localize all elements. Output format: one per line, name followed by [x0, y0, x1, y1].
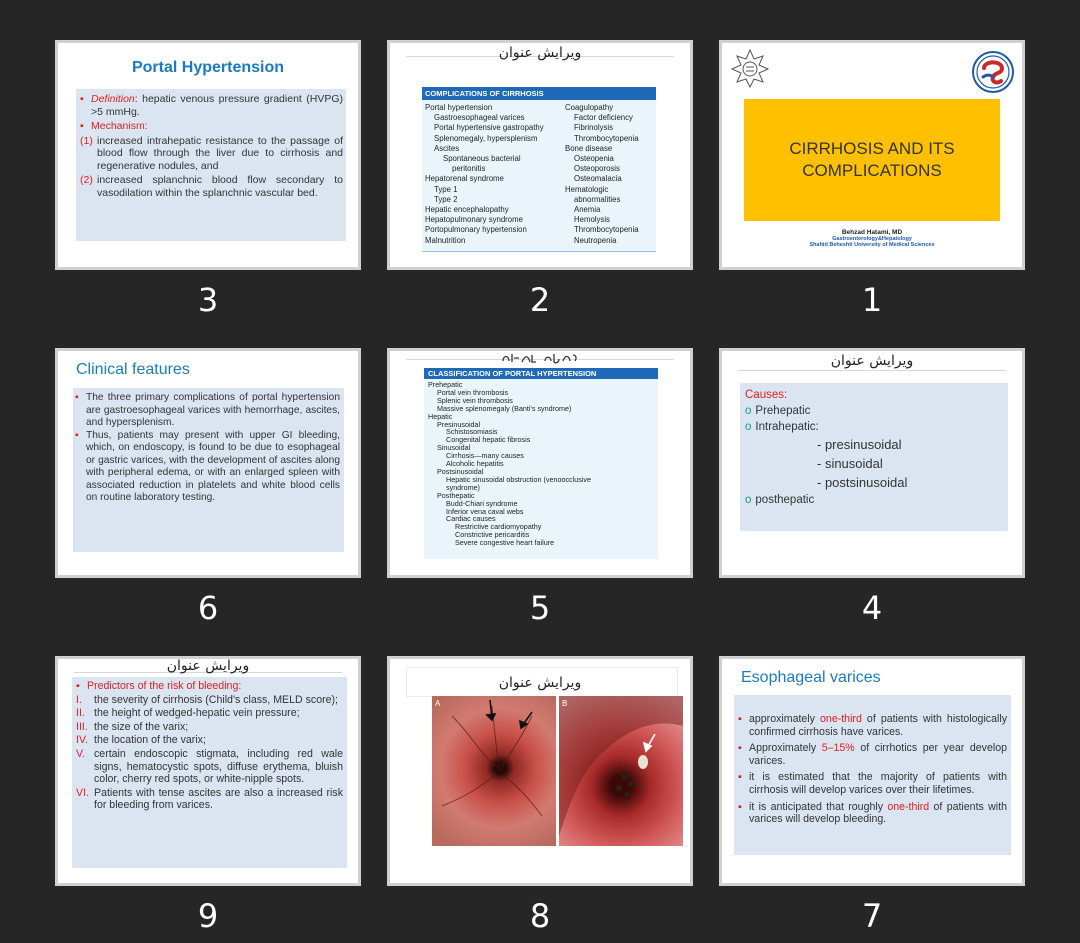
list-item: Gastroesophageal varices — [434, 113, 525, 123]
list-item: Thrombocytopenia — [574, 225, 639, 235]
list-item: Factor deficiency — [574, 113, 633, 123]
list-item: Hepatopulmonary syndrome — [425, 215, 523, 225]
slide-number-label: 3 — [197, 281, 219, 319]
bullet-icon: ▪ — [80, 93, 84, 105]
bullet-icon: ▪ — [80, 120, 84, 132]
list-item: Hematologic — [565, 184, 609, 194]
bullet-icon: ▪ — [738, 771, 742, 784]
mechanism-label: Mechanism: — [91, 120, 148, 132]
predictors-heading: Predictors of the risk of bleeding: — [87, 680, 242, 692]
predictor-text: Patients with tense ascites are also a increased risk for bleeding from varices. — [94, 786, 343, 812]
slide-thumbnail-2[interactable] — [387, 40, 693, 270]
roman-numeral: IV. — [76, 734, 88, 747]
content-panel — [73, 388, 344, 552]
list-item: syndrome) — [446, 482, 480, 492]
definition-label: Definition — [91, 93, 135, 105]
image-label-a: A — [435, 699, 441, 708]
list-item: Posthepatic — [437, 490, 475, 500]
list-item — [76, 748, 343, 786]
title-banner — [744, 99, 1000, 221]
list-item: Coagulopathy — [565, 103, 614, 112]
list-item: increased intrahepatic resistance to the passage of blood flow through the liver due to cirrhosis and regenerative nodules, and — [97, 134, 343, 172]
bullet-text: it is estimated that the majority of patients with cirrhosis will develop varices over their lifetimes. — [749, 771, 1007, 796]
definition-text: : hepatic venous pressure gradient (HVPG) >5 mmHg. — [91, 93, 343, 118]
roman-numeral: VI. — [76, 786, 89, 799]
bullet-text: Thus, patients may present with upper GI bleeding, which, on endoscopy, is found to be due to esophageal or gastric varices, with the development of ascites along with peripheral edema, or with an enlarged spleen with associated reduction in platelets and white blood cells on routine laboratory testing. — [86, 429, 340, 503]
list-item — [76, 707, 343, 720]
bullet-icon: ▪ — [738, 800, 742, 813]
list-item: Neutropenia — [574, 235, 617, 245]
slide-number-label: 2 — [529, 281, 551, 319]
slide-title: ویرایش عنوان — [830, 353, 914, 369]
cause-item: Intrahepatic: — [755, 421, 819, 433]
list-item: Bone disease — [565, 143, 613, 153]
list-item: Massive splenomegaly (Banti's syndrome) — [437, 403, 572, 413]
list-item: Type 1 — [434, 184, 458, 194]
roman-numeral: V. — [76, 747, 86, 760]
slide-number-label: 4 — [861, 589, 883, 627]
list-item: Hepatic sinusoidal obstruction (venoocclusive — [446, 474, 592, 484]
slide-thumbnail-5[interactable] — [387, 348, 693, 578]
predictor-text: the height of wedged-hepatic vein pressure; — [94, 707, 300, 720]
predictors-list — [76, 694, 343, 812]
institute-logo-icon — [971, 50, 1015, 94]
list-item: Hepatic — [428, 411, 453, 421]
image-label-b: B — [562, 699, 568, 708]
university-seal-icon — [728, 47, 772, 89]
list-item: Osteomalacia — [574, 174, 622, 184]
sub-cause-item: - presinusoidal — [817, 437, 902, 452]
slide-title: ویرایش عنوان — [498, 675, 582, 691]
slide-title: ویرایش عنوان — [498, 45, 582, 61]
list-item: Malnutrition — [425, 235, 466, 245]
list-item: Inferior vena caval webs — [446, 506, 524, 516]
sub-cause-item: - postsinusoidal — [817, 475, 908, 490]
predictor-text: certain endoscopic stigmata, including red wale signs, hematocystic spots, diffuse erythema, bluish color, cherry red spots, or white-nipple spots. — [94, 747, 343, 786]
bullet-icon: ▪ — [738, 713, 742, 725]
list-item: Spontaneous bacterial — [443, 154, 521, 164]
slide-number-label: 5 — [529, 589, 551, 627]
classification-list — [424, 379, 658, 559]
list-item: Hepatic encephalopathy — [425, 205, 509, 215]
box-heading: CLASSIFICATION OF PORTAL HYPERTENSION — [424, 368, 658, 379]
slide-number-label: 1 — [861, 281, 883, 319]
list-item: Prehepatic — [428, 380, 463, 389]
list-item: Osteopenia — [574, 154, 614, 164]
causes-label: Causes: — [745, 389, 788, 401]
list-item — [76, 694, 343, 707]
list-item: Thrombocytopenia — [574, 133, 639, 143]
list-item: Portal hypertensive gastropathy — [434, 123, 544, 133]
bullet-icon: ▪ — [75, 392, 79, 403]
slide-title: ویرایش عنوان — [166, 658, 250, 674]
slide-thumbnail-4[interactable] — [719, 348, 1025, 578]
list-item: abnormalities — [574, 194, 621, 204]
list-marker: (2) — [80, 174, 93, 186]
list-item: Portal hypertension — [425, 103, 493, 112]
slide-thumbnail-6[interactable] — [55, 348, 361, 578]
list-item: Presinusoidal — [437, 419, 481, 429]
list-item — [76, 734, 343, 747]
right-column — [565, 103, 639, 246]
list-item: Schistosomiasis — [446, 427, 498, 437]
circle-bullet-icon: o — [745, 494, 752, 506]
list-item: Restrictive cardiomyopathy — [455, 522, 542, 532]
predictor-text: the location of the varix; — [94, 734, 206, 747]
list-item: Congenital hepatic fibrosis — [446, 435, 531, 445]
list-item: Hemolysis — [574, 215, 610, 225]
list-item: Budd-Chiari syndrome — [446, 498, 518, 508]
roman-numeral: III. — [76, 720, 88, 733]
highlight-text: 5–15% — [821, 742, 855, 755]
presentation-title: CIRRHOSIS AND ITS COMPLICATIONS — [789, 139, 955, 180]
list-item — [76, 721, 343, 734]
slide-title: Esophageal varices — [741, 669, 881, 686]
left-column — [425, 103, 544, 246]
content-panel — [76, 89, 346, 241]
slide-thumbnail-8[interactable] — [387, 656, 693, 886]
list-item: Postsinusoidal — [437, 466, 484, 476]
bullet-icon: ▪ — [76, 680, 80, 692]
bullet-icon: ▪ — [75, 429, 79, 441]
box-heading: COMPLICATIONS OF CIRRHOSIS — [422, 87, 656, 100]
list-item: Osteoporosis — [574, 164, 620, 174]
content-panel — [72, 677, 347, 868]
list-item: Splenic vein thrombosis — [437, 395, 513, 405]
list-item: Severe congestive heart failure — [455, 538, 555, 548]
predictor-text: the size of the varix; — [94, 720, 189, 733]
slide-number-label: 9 — [197, 897, 219, 935]
author-university: Shahid Beheshti University of Medical Sciences — [809, 242, 935, 248]
slide-thumbnail-9[interactable] — [55, 656, 361, 886]
slide-number-label: 8 — [529, 897, 551, 935]
predictor-text: the severity of cirrhosis (Child's class, MELD score); — [94, 693, 338, 706]
list-marker: (1) — [80, 134, 93, 147]
highlight-text: one-third — [887, 800, 930, 813]
roman-numeral: II. — [76, 707, 85, 720]
slide-thumbnail-7[interactable] — [719, 656, 1025, 886]
endoscopy-image-b — [559, 696, 683, 846]
title-placeholder-border — [738, 370, 1006, 371]
list-item: increased splanchnic blood flow secondary to vasodilation within the splanchnic vascular bed. — [97, 174, 343, 199]
list-item: Portal vein thrombosis — [437, 387, 509, 397]
bullet-icon: ▪ — [738, 742, 742, 755]
author-specialty: Gastroenterology&Hepatology — [832, 236, 912, 242]
slide-number-label: 6 — [197, 589, 219, 627]
slide-number-label: 7 — [861, 897, 883, 935]
roman-numeral: I. — [76, 693, 82, 706]
list-item: Cardiac causes — [446, 514, 496, 524]
list-item: Hepatorenal syndrome — [425, 174, 504, 184]
sub-cause-item: - sinusoidal — [817, 456, 883, 471]
endoscopy-image-a — [432, 696, 556, 846]
cause-item: Prehepatic — [755, 405, 811, 417]
list-item: Constrictive pericarditis — [455, 530, 530, 540]
list-item: peritonitis — [452, 164, 486, 174]
list-item: Sinusoidal — [437, 443, 471, 453]
list-item: Anemia — [574, 205, 601, 215]
highlight-text: one-third — [820, 713, 862, 725]
circle-bullet-icon: o — [745, 405, 752, 417]
slide-thumbnail-3[interactable] — [55, 40, 361, 270]
slide-title: Portal Hypertension — [131, 59, 285, 76]
bullet-text: The three primary complications of portal hypertension are gastroesophageal varices with hemorrhage, ascites, and hypersplenism. — [86, 392, 340, 428]
content-panel: ▪ approximately one-third of patients with histologically confirmed cirrhosis have varices. ▪ Approximately 5–15% of cirrhotics per year develop varices. ▪ it is estimated that the majority of patients with cirrhosis will develop varices over their lifetimes. ▪ it is anticipated that roughly one-third of patients with varices will develop bleeding. — [734, 695, 1011, 855]
complications-table — [422, 100, 656, 252]
circle-bullet-icon: o — [745, 421, 752, 433]
cause-item: posthepatic — [755, 494, 815, 506]
list-item: Portopulmonary hypertension — [425, 225, 527, 235]
list-item: Type 2 — [434, 194, 458, 204]
garbled-title-glyphs — [501, 351, 581, 365]
list-item: Fibrinolysis — [574, 123, 613, 133]
list-item: Cirrhosis—many causes — [446, 451, 524, 461]
content-panel — [740, 383, 1008, 531]
author-name: Behzad Hatami, MD — [841, 229, 903, 236]
list-item: Ascites — [434, 143, 460, 153]
slide-thumbnail-1[interactable] — [719, 40, 1025, 270]
list-item: Alcoholic hepatitis — [446, 459, 504, 469]
slide-title: Clinical features — [76, 361, 190, 378]
list-item: Splenomegaly, hypersplenism — [434, 133, 538, 143]
list-item — [76, 787, 343, 812]
